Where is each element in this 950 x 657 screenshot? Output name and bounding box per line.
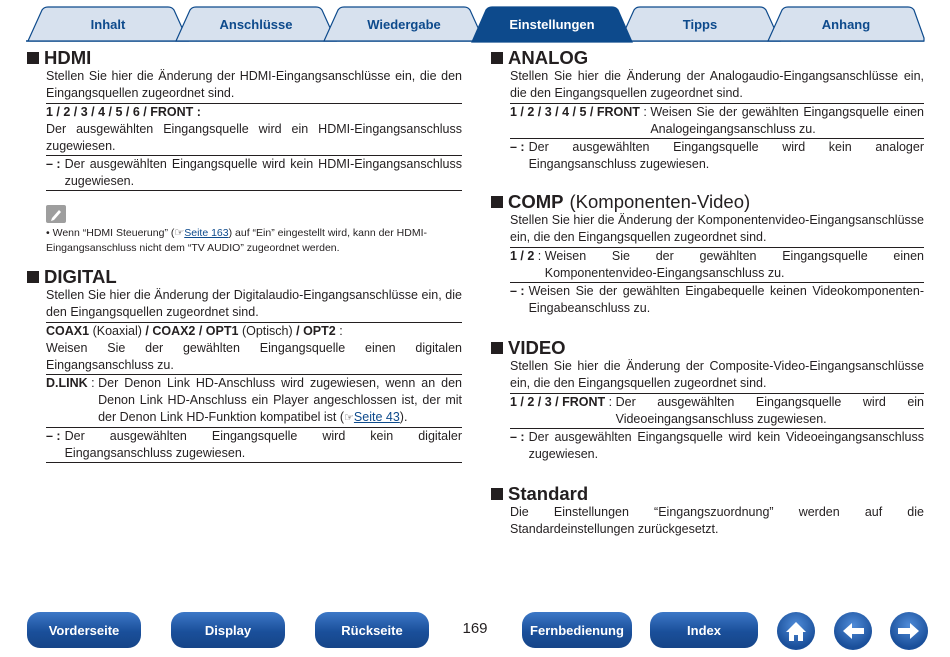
tab-wiedergabe[interactable]: Wiedergabe [367,17,441,32]
page-ref-hand-icon: ☞ [344,412,354,424]
comp-option-key: 1 / 2 [510,249,535,263]
dlink-desc [98,375,462,427]
nav-rear-button[interactable]: Rückseite [315,612,429,648]
dlink-key: D.LINK [46,376,88,390]
standard-heading [490,483,924,504]
comp-none-desc: Weisen Sie der gewählten Eingabequelle keinen Videokomponenten-Eingabeanschluss zu. [528,284,924,315]
hdmi-none-desc: Der ausgewählten Eingangsquelle wird kein HDMI-Eingangsanschluss zugewiesen. [64,157,462,188]
hdmi-option-desc: Der ausgewählten Eingangsquelle wird ein HDMI-Eingangsanschluss zugewiesen. [46,122,462,153]
comp-title: COMP [508,191,564,212]
tab-anhang[interactable]: Anhang [821,17,871,32]
arrow-left-icon [834,612,872,650]
nav-display-button[interactable]: Display [171,612,285,648]
dash-key: – : [46,157,61,171]
opt-coax1: COAX1 [46,324,90,338]
dash-key: – : [510,140,525,154]
page-ref-hand-icon: ☞ [174,227,185,239]
nav-index-button[interactable]: Index [650,612,758,648]
video-none-desc: Der ausgewählten Eingangsquelle wird kein Videoeingangsanschluss zugewiesen. [528,430,924,461]
analog-heading [490,47,924,68]
tab-einstellungen[interactable]: Einstellungen [509,17,595,32]
nav-remote-button[interactable]: Fernbedienung [522,612,632,648]
section-bullet-icon [491,52,503,64]
tab-inhalt[interactable]: Inhalt [90,17,126,32]
opt-coax1-note: (Koaxial) [92,324,142,338]
hdmi-none-row [46,156,462,190]
digital-description: Stellen Sie hier die Änderung der Digitalaudio-Eingangsanschlüsse ein, die den Eingangsquellen zugeordnet sind. [46,288,462,319]
home-icon [777,612,815,650]
dash-key: – : [46,429,61,443]
pencil-icon [46,205,66,223]
dlink-end: ). [399,410,408,424]
video-title: VIDEO [508,337,566,358]
analog-option-row [510,104,924,138]
digital-option [46,323,462,340]
video-none-row [510,429,924,463]
analog-option-desc: Weisen Sie der gewählten Eingangsquelle einen Analogeingangsanschluss zu. [650,105,924,136]
forward-button[interactable] [890,612,928,650]
home-button[interactable] [777,612,815,650]
dash-key: – : [510,430,525,444]
standard-description: Die Einstellungen “Eingangszuordnung” werden auf die Standardeinstellungen zurückgesetzt. [510,505,924,536]
opt-opt1-note: (Optisch) [241,324,293,338]
page-43-link[interactable]: Seite 43 [353,410,400,424]
page-number: 169 [462,620,488,637]
opt-coax2-opt1: / COAX2 / OPT1 [145,324,239,338]
note-text-b: ) auf “Ein” eingestellt wird, kann der HDMI-Eingangsanschluss nicht dem “TV AUDIO” zugeordnet werden. [46,227,428,254]
analog-none-row [510,139,924,173]
video-heading [490,337,924,358]
section-bullet-icon [27,271,39,283]
tab-tipps[interactable]: Tipps [682,17,718,32]
comp-subtitle: (Komponenten-Video) [569,191,751,212]
analog-title: ANALOG [508,47,589,68]
section-bullet-icon [491,342,503,354]
dlink-sep: : [87,376,99,390]
digital-heading [26,266,462,287]
comp-option-row [510,248,924,282]
hdmi-note [46,226,462,256]
opt-opt2: / OPT2 [296,324,336,338]
comp-description: Stellen Sie hier die Änderung der Komponentenvideo-Eingangsanschlüsse ein, die den Eingangsquellen zugeordnet sind. [510,213,924,244]
digital-none-desc: Der ausgewählten Eingangsquelle wird kein digitaler Eingangsanschluss zugewiesen. [64,429,462,460]
opt-colon: : [339,324,343,338]
section-bullet-icon [27,52,39,64]
section-bullet-icon [491,488,503,500]
video-option-row [510,394,924,428]
digital-none-row [46,428,462,462]
video-option-desc: Der ausgewählten Eingangsquelle wird ein Videoeingangsanschluss zugewiesen. [615,395,924,426]
nav-front-button[interactable]: Vorderseite [27,612,141,648]
video-sep: : [605,395,616,409]
comp-none-row [510,283,924,317]
dlink-row [46,375,462,427]
analog-none-desc: Der ausgewählten Eingangsquelle wird kein analoger Eingangsanschluss zugewiesen. [528,140,924,171]
hdmi-title: HDMI [44,47,92,68]
right-column [490,47,924,538]
hdmi-description: Stellen Sie hier die Änderung der HDMI-Eingangsanschlüsse ein, die den Eingangsquellen zugeordnet sind. [46,69,462,100]
analog-description: Stellen Sie hier die Änderung der Analogaudio-Eingangsanschlüsse ein, die den Eingangsquellen zugeordnet sind. [510,69,924,100]
hdmi-heading [26,47,462,68]
analog-option-key: 1 / 2 / 3 / 4 / 5 / FRONT [510,105,640,119]
comp-option-desc: Weisen Sie der gewählten Eingangsquelle einen Komponentenvideo-Eingangsanschluss zu. [544,249,924,280]
page-163-link[interactable]: Seite 163 [184,227,229,239]
video-option-key: 1 / 2 / 3 / FRONT [510,395,606,409]
digital-option-desc: Weisen Sie der gewählten Eingangsquelle einen digitalen Eingangsanschluss zu. [46,341,462,372]
tab-anschluesse[interactable]: Anschlüsse [219,17,293,32]
left-column [26,47,462,463]
dlink-desc-text: Der Denon Link HD-Anschluss wird zugewiesen, wenn an den Denon Link HD-Anschluss ein Player angeschlossen ist, der mit der Denon Link HD-Funktion kompatibel ist ( [98,376,462,424]
hdmi-option: 1 / 2 / 3 / 4 / 5 / 6 / FRONT : [46,105,201,119]
arrow-right-icon [890,612,928,650]
standard-title: Standard [508,483,589,504]
tab-bar [0,0,950,44]
section-bullet-icon [491,196,503,208]
back-button[interactable] [834,612,872,650]
analog-sep: : [639,105,651,119]
dash-key: – : [510,284,525,298]
video-description: Stellen Sie hier die Änderung der Composite-Video-Eingangsanschlüsse ein, die den Eingangsquellen zugeordnet sind. [510,359,924,390]
comp-heading [490,191,924,212]
comp-sep: : [534,249,545,263]
note-text-a: • Wenn “HDMI Steuerung” ( [46,227,175,239]
digital-title: DIGITAL [44,266,117,287]
